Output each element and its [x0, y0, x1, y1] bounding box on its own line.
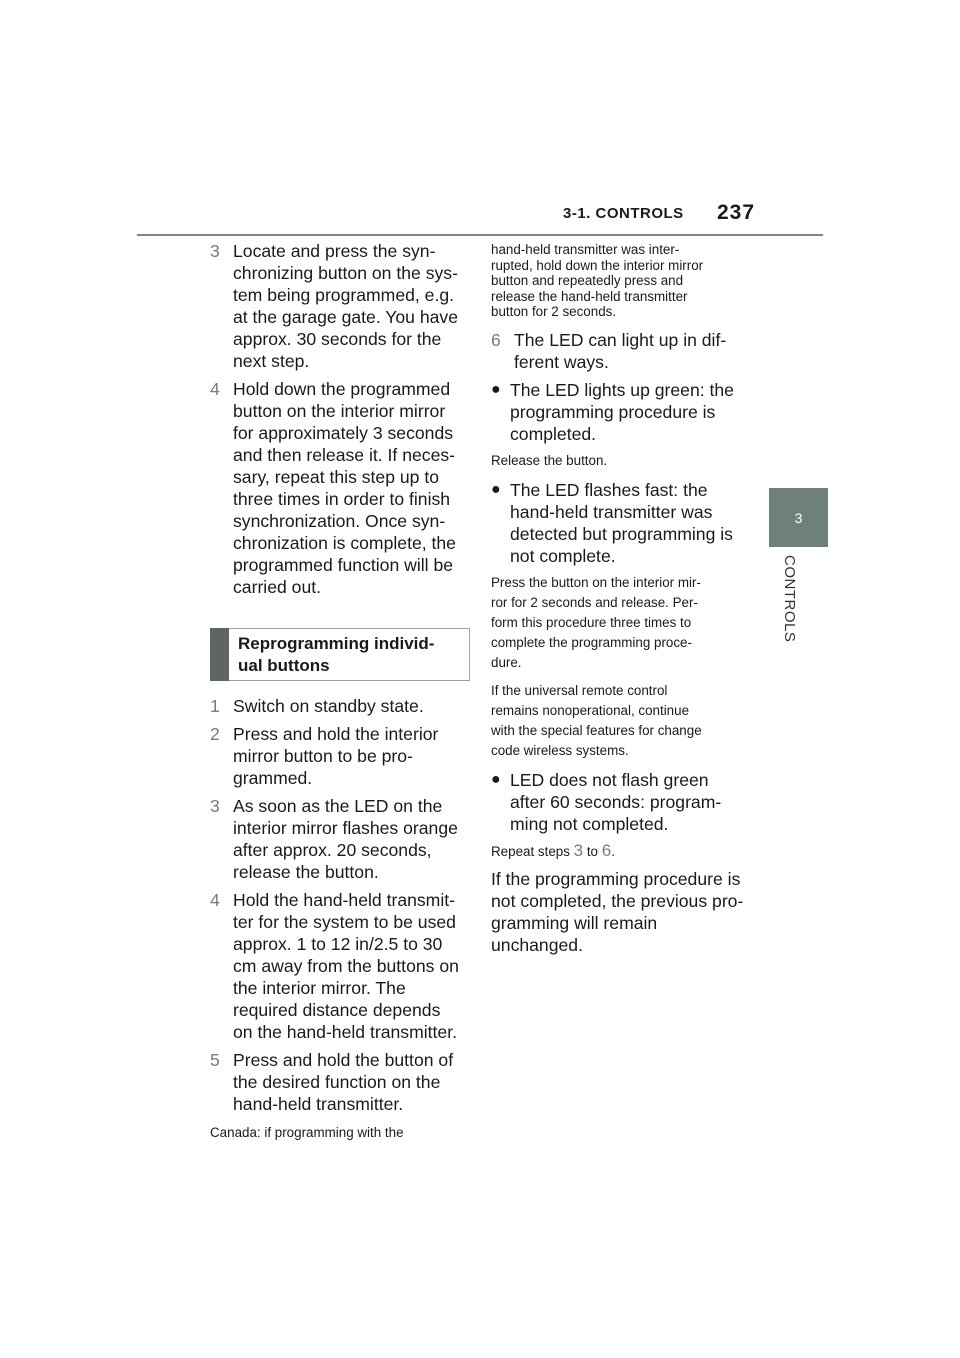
- step-text: Hold the hand-held transmit- ter for the system to be used approx. 1 to 12 in/2.5 to 30 cm away from the buttons on the interior mirror. The required distance depends on the hand-held transmitter.: [233, 890, 459, 1042]
- bullet-icon: ●: [491, 770, 501, 788]
- right-column: [491, 242, 753, 956]
- step-number: 2: [210, 724, 220, 744]
- chapter-tab-label: CONTROLS: [781, 555, 798, 643]
- step-item: [210, 240, 470, 372]
- step-item: [210, 889, 470, 1043]
- chapter-tab-number: 3: [794, 509, 803, 526]
- repeat-middle: to: [583, 843, 602, 859]
- section-heading: Reprogramming individ- ual buttons: [238, 633, 435, 675]
- step-item: [210, 695, 470, 717]
- heading-accent-bar: [210, 628, 229, 681]
- step-item: [210, 795, 470, 883]
- bullet-icon: ●: [491, 380, 501, 398]
- repeat-steps-note: [491, 841, 753, 862]
- step-text: Hold down the programmed button on the interior mirror for approximately 3 seconds and then release it. If neces- sary, repeat this step up to three times in order to finish synchronization. Once syn- chronization is complete, the programmed function will be carried out.: [233, 379, 456, 597]
- step-number: 4: [210, 379, 220, 399]
- bullet-text: The LED lights up green: the programming procedure is completed.: [510, 379, 734, 444]
- step-number: 4: [210, 890, 220, 910]
- canada-note-continued: hand-held transmitter was inter- rupted, hold down the interior mirror button and repeatedly press and release the hand-held transmitter button for 2 seconds.: [491, 242, 704, 319]
- bullet-item: [491, 479, 753, 567]
- bullet-note: Press the button on the interior mir- ror for 2 seconds and release. Per- form this procedure three times to complete the programming proce- dure.: [491, 574, 701, 670]
- step-ref: 6: [601, 840, 612, 860]
- step-number: 6: [491, 329, 501, 350]
- step-text: As soon as the LED on the interior mirror flashes orange after approx. 20 seconds, release the button.: [233, 796, 458, 882]
- step-number: 5: [210, 1050, 220, 1070]
- left-column: [210, 240, 470, 1147]
- step-ref: 3: [573, 840, 584, 860]
- step-text: Locate and press the syn- chronizing button on the sys- tem being programmed, e.g. at the garage gate. You have approx. 30 seconds for the next step.: [233, 241, 459, 371]
- step-text: Press and hold the button of the desired function on the hand-held transmitter.: [233, 1050, 454, 1114]
- step-text: Switch on standby state.: [233, 696, 424, 716]
- bullet-icon: ●: [491, 480, 501, 498]
- bullet-item: [491, 379, 753, 445]
- repeat-prefix: Repeat steps: [491, 843, 574, 859]
- final-paragraph: If the programming procedure is not completed, the previous pro- gramming will remain unchanged.: [491, 868, 744, 955]
- step-item: [210, 723, 470, 789]
- step-text: The LED can light up in dif- ferent ways.: [514, 329, 727, 372]
- bullet-item: [491, 769, 753, 835]
- bullet-note: If the universal remote control remains nonoperational, continue with the special features for change code wireless systems.: [491, 682, 702, 758]
- section-title: 3-1. CONTROLS: [563, 205, 684, 222]
- section-heading-box: [210, 628, 470, 681]
- canada-note: Canada: if programming with the: [210, 1125, 404, 1140]
- step-item: [491, 329, 753, 373]
- step-number: 3: [210, 241, 220, 261]
- step-item: [210, 378, 470, 598]
- step-number: 3: [210, 796, 220, 816]
- step-text: Press and hold the interior mirror button to be pro- grammed.: [233, 724, 439, 788]
- page-number: 237: [717, 201, 756, 224]
- bullet-text: The LED flashes fast: the hand-held transmitter was detected but programming is not complete.: [510, 479, 733, 566]
- chapter-tab[interactable]: [769, 488, 828, 547]
- header-divider: [137, 234, 823, 236]
- step-number: 1: [210, 696, 220, 716]
- bullet-text: LED does not flash green after 60 seconds: program- ming not completed.: [510, 769, 722, 834]
- step-item: [210, 1049, 470, 1115]
- repeat-suffix: .: [611, 843, 615, 859]
- bullet-note: Release the button.: [491, 452, 608, 468]
